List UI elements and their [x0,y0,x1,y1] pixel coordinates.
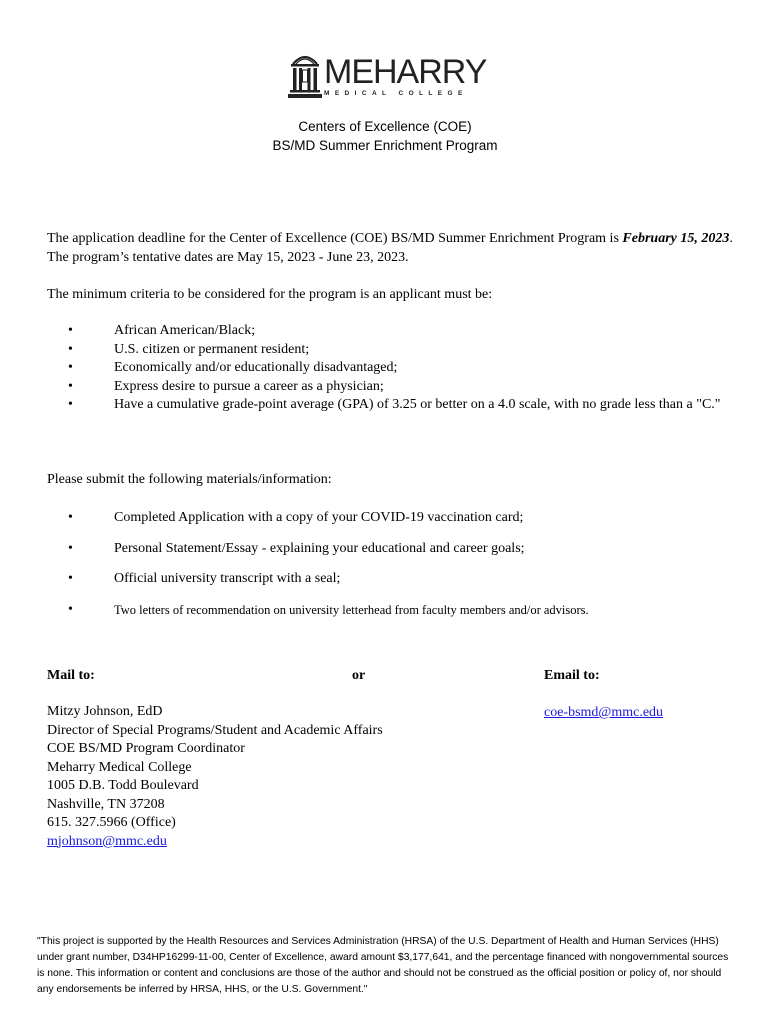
logo-subtitle: MEDICAL COLLEGE [324,90,468,97]
bullet-icon: • [68,360,73,375]
coe-email-link[interactable]: coe-bsmd@mmc.edu [544,705,664,720]
intro-paragraph [47,230,737,267]
list-item: • Express desire to pursue a career as a physician; [47,378,737,397]
list-item: • Official university transcript with a seal; [47,570,737,589]
intro-text-after: . The program’s tentative dates are May 15, 2023 - June 23, 2023. [47,231,733,265]
list-item: • Personal Statement/Essay - explaining your educational and career goals; [47,540,737,559]
bullet-icon: • [68,510,73,525]
materials-lead: Please submit the following materials/information: [47,472,332,487]
meharry-logo [288,50,487,102]
bullet-icon: • [68,540,73,556]
page-title-line2: BS/MD Summer Enrichment Program [272,138,498,153]
address-line: Director of Special Programs/Student and Academic Affairs [47,722,383,738]
logo-wordmark: MEHARRY [324,53,487,91]
coordinator-email-link[interactable]: mjohnson@mmc.edu [47,833,167,849]
list-item: • Two letters of recommendation on university letterhead from faculty members and/or advisors. [47,601,737,620]
address-line: 615. 327.5966 (Office) [47,815,176,830]
bullet-icon: • [68,341,73,357]
list-item: • U.S. citizen or permanent resident; [47,341,737,360]
deadline-date: February 15, 2023 [622,231,730,246]
list-item: • African American/Black; [47,322,737,341]
address-line: 1005 D.B. Todd Boulevard [47,778,199,793]
or-label: or [352,668,366,683]
page-title-line1: Centers of Excellence (COE) [298,119,472,134]
bullet-icon: • [68,378,73,394]
criteria-list [47,322,737,415]
email-to-label: Email to: [544,668,600,683]
address-line: COE BS/MD Program Coordinator [47,741,245,756]
address-line: Meharry Medical College [47,759,192,775]
bullet-icon: • [68,601,73,617]
list-item: • Economically and/or educationally disadvantaged; [47,359,737,378]
mail-to-label: Mail to: [47,668,95,683]
list-item: • Completed Application with a copy of your COVID-19 vaccination card; [47,509,737,528]
address-line: Mitzy Johnson, EdD [47,704,163,719]
materials-list [47,509,737,631]
funding-disclaimer: "This project is supported by the Health Resources and Services Administration (HRSA) of the U.S. Department of Health and Human Services (HHS) under grant number, D34HP16299-11-00, Center of Excellence, award amount $3,177,641, and the percentage financed with nongovernmental sources is none. This information or content and conclusions are those of the author and should not be construed as the official position or policy of, nor should any endorsements be inferred by HRSA, HHS, or the U.S. Government." [37,936,729,995]
bullet-icon: • [68,323,73,338]
intro-text-before: The application deadline for the Center of Excellence (COE) BS/MD Summer Enrichment Program is [47,231,623,246]
mailing-address [47,703,383,851]
address-line: Nashville, TN 37208 [47,796,165,812]
building-icon [288,50,322,100]
list-item: • Have a cumulative grade-point average (GPA) of 3.25 or better on a 4.0 scale, with no grade less than a "C." [47,396,737,415]
criteria-lead: The minimum criteria to be considered for the program is an applicant must be: [47,287,493,302]
bullet-icon: • [68,571,73,586]
bullet-icon: • [68,397,73,412]
